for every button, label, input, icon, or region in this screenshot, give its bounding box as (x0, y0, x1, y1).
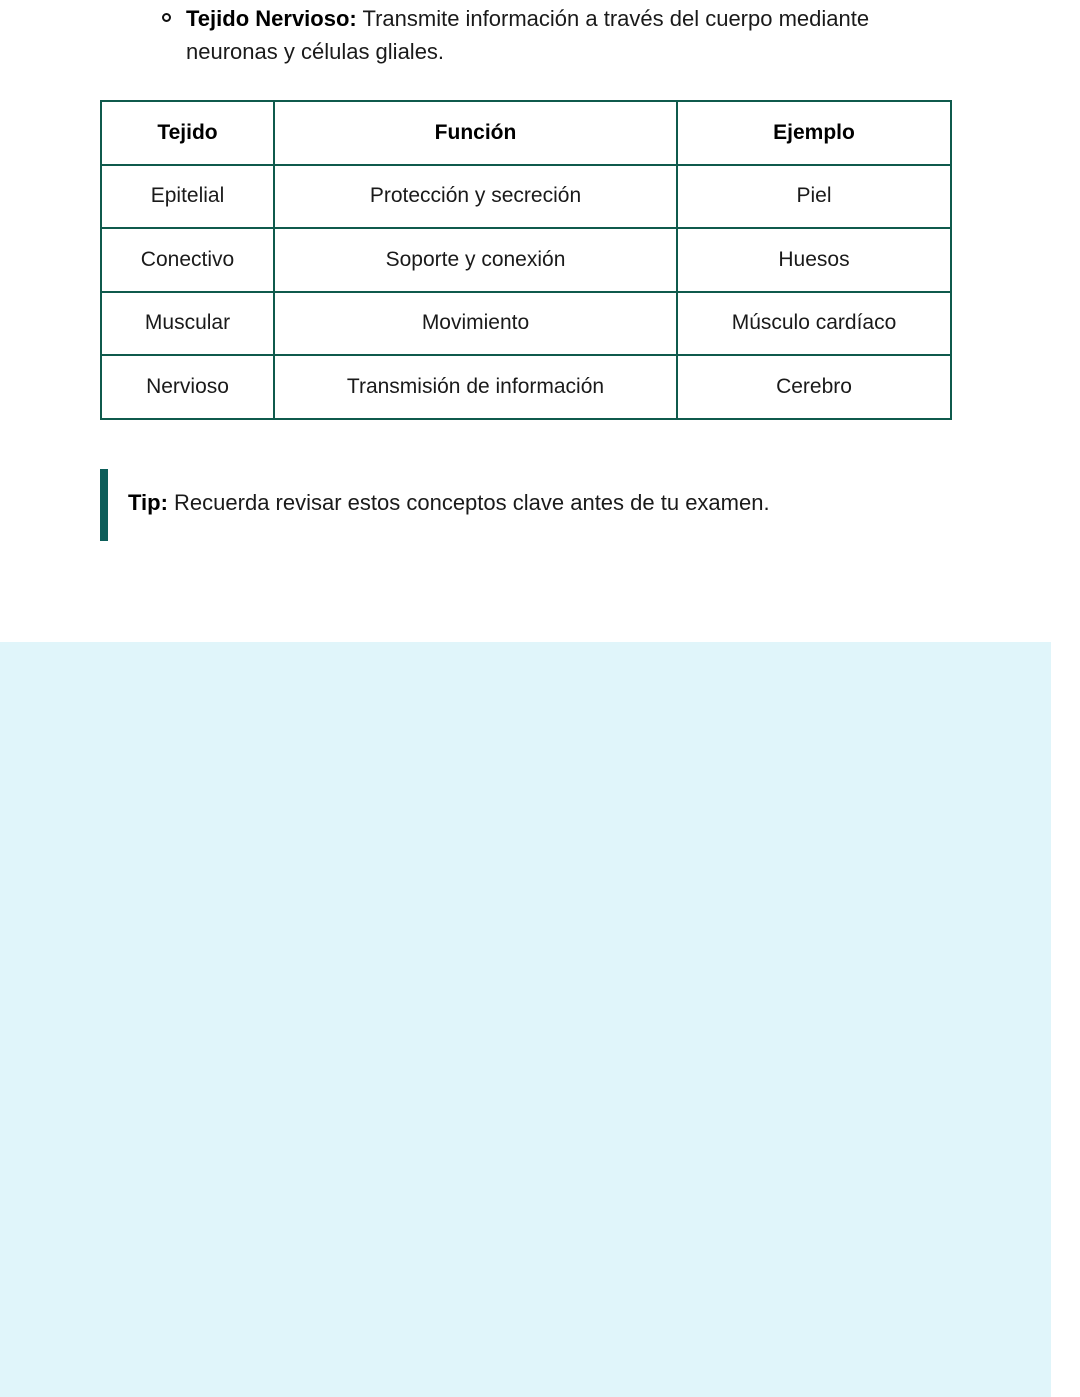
table-row (101, 355, 951, 419)
table-row (101, 292, 951, 356)
table-cell: Epitelial (101, 165, 274, 229)
table-cell: Movimiento (274, 292, 677, 356)
table-cell: Protección y secreción (274, 165, 677, 229)
table-cell: Músculo cardíaco (677, 292, 951, 356)
bottom-panel (0, 642, 1051, 1397)
table-cell: Huesos (677, 228, 951, 292)
table-header-row (101, 101, 951, 165)
table-row (101, 165, 951, 229)
tip-text: Recuerda revisar estos conceptos clave antes de tu examen. (167, 490, 770, 515)
tip-label: Tip: (128, 490, 168, 515)
list-item-description: Transmite información a través del cuerpo mediante neuronas y células gliales. (186, 6, 870, 64)
table-cell: Conectivo (101, 228, 274, 292)
table-cell: Cerebro (677, 355, 951, 419)
list-item-term: Tejido Nervioso: (186, 6, 357, 31)
list-item-tejido-nervioso (162, 2, 962, 68)
table-cell: Muscular (101, 292, 274, 356)
tip-callout (100, 469, 960, 541)
table-cell: Piel (677, 165, 951, 229)
header-tejido: Tejido (101, 101, 274, 165)
header-funcion: Función (274, 101, 677, 165)
table-cell: Transmisión de información (274, 355, 677, 419)
table-cell: Soporte y conexión (274, 228, 677, 292)
list-item-text (186, 2, 962, 68)
header-ejemplo: Ejemplo (677, 101, 951, 165)
table-row (101, 228, 951, 292)
tissue-table (100, 100, 952, 420)
hollow-bullet-icon (162, 13, 171, 22)
table-cell: Nervioso (101, 355, 274, 419)
